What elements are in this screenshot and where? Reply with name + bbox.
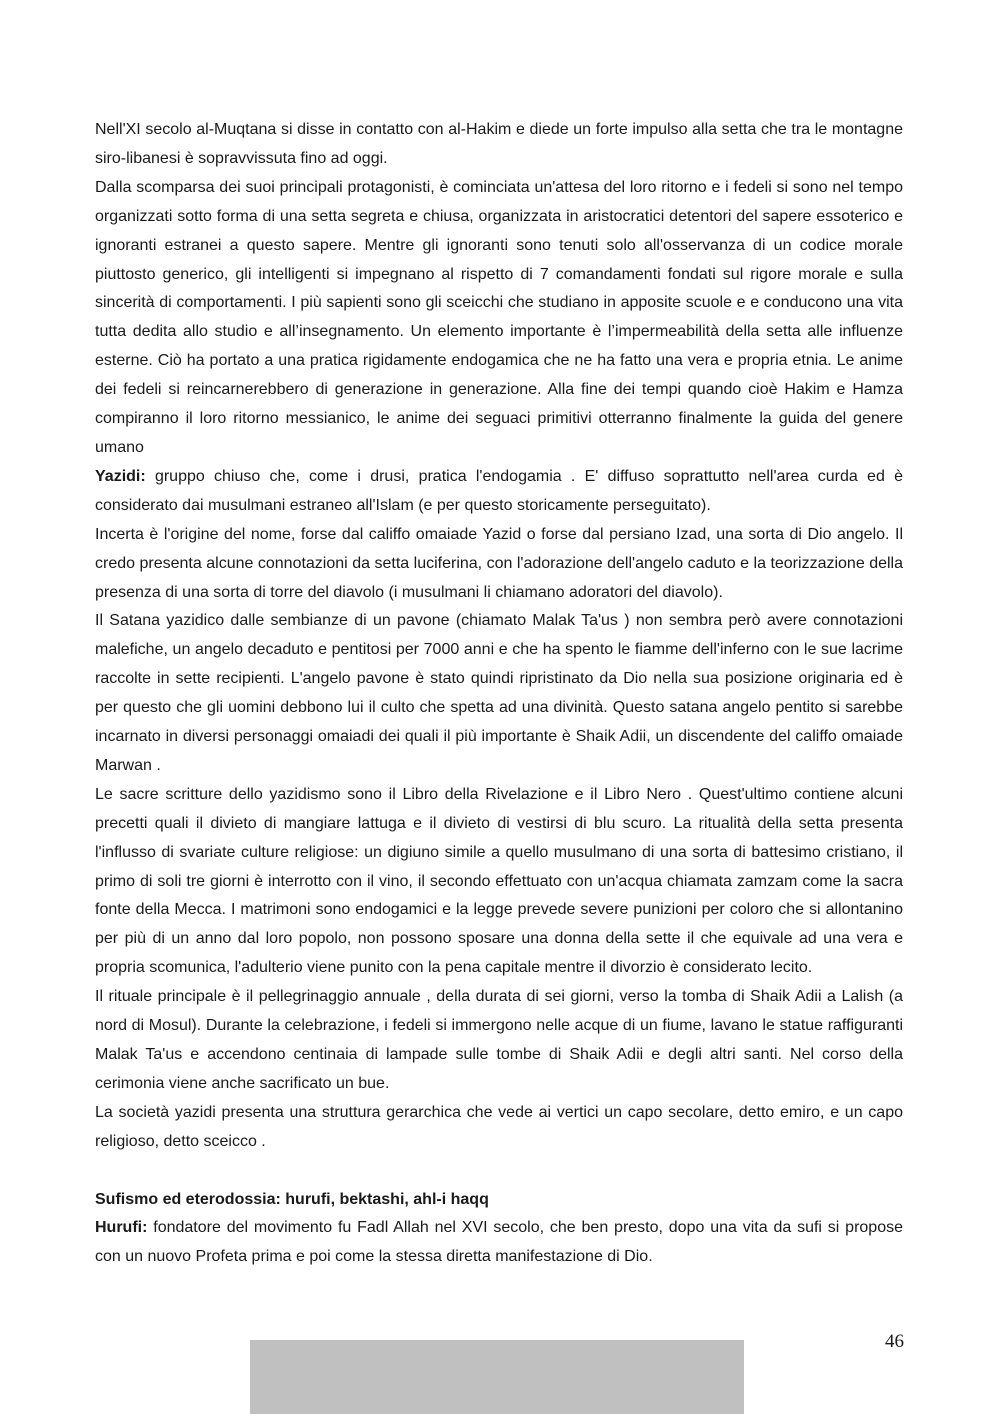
hurufi-label: Hurufi: bbox=[95, 1219, 148, 1237]
paragraph-spacer bbox=[95, 1157, 903, 1186]
paragraph-yazidi-pilgrimage: Il rituale principale è il pellegrinaggio annuale , della durata di sei giorni, verso la tomba di Shaik Adii a Lalish (a nord di Mosul). Durante la celebrazione, i fedeli si immergono nelle acque di un fiume, lavano le statue raffiguranti Malak Ta'us e accendono centinaia di lampade sulle tombe di Shaik Adii e degli altri santi. Nel corso della cerimonia viene anche sacrificato un bue. bbox=[95, 988, 903, 1092]
body-text bbox=[95, 116, 903, 1272]
yazidi-label: Yazidi: bbox=[95, 467, 146, 485]
paragraph-yazidi-satan: Il Satana yazidico dalle sembianze di un pavone (chiamato Malak Ta'us ) non sembra però avere connotazioni malefiche, un angelo decaduto e pentitosi per 7000 anni e che ha spento le fiamme dell'inferno con le sue lacrime raccolte in sette recipienti. L'angelo pavone è stato quindi ripristinato da Dio nella sua posizione originaria ed è per questo che gli uomini debbono lui il culto che spetta ad una divinità. Questo satana angelo pentito si sarebbe incarnato in diversi personaggi omaiadi dei quali il più importante è Shaik Adii, un discendente del califfo omaiade Marwan . bbox=[95, 612, 903, 774]
paragraph-hurufi bbox=[95, 1214, 903, 1272]
yazidi-intro-text: gruppo chiuso che, come i drusi, pratica l'endogamia . E' diffuso soprattutto nell'area curda ed è considerato dai musulmani estraneo all'Islam (e per questo storicamente perseguitato). bbox=[95, 467, 903, 514]
paragraph-druzes-organization: Dalla scomparsa dei suoi principali protagonisti, è cominciata un'attesa del loro ritorno e i fedeli si sono nel tempo organizzati sotto forma di una setta segreta e chiusa, organizzata in aristocratici detentori del sapere essoterico e ignoranti estranei a questo sapere. Mentre gli ignoranti sono tenuti solo all'osservanza di un codice morale piuttosto generico, gli intelligenti si impegnano al rispetto di 7 comandamenti fondati sul rigore morale e sulla sincerità di comportamenti. I più sapienti sono gli sceicchi che studiano in apposite scuole e e conducono una vita tutta dedita allo studio e all’insegnamento. Un elemento importante è l’impermeabilità della setta alle influenze esterne. Ciò ha portato a una pratica rigidamente endogamica che ne ha fatto una vera e propria etnia. Le anime dei fedeli si reincarnerebbero di generazione in generazione. Alla fine dei tempi quando cioè Hakim e Hamza compiranno il loro ritorno messianico, le anime dei seguaci primitivi otterranno finalmente la guida del genere umano bbox=[95, 178, 903, 456]
paragraph-yazidi-intro bbox=[95, 463, 903, 521]
paragraph-druzes-muqtana: Nell'XI secolo al-Muqtana si disse in contatto con al-Hakim e diede un forte impulso alla setta che tra le montagne siro-libanesi è sopravvissuta fino ad oggi. bbox=[95, 121, 903, 167]
paragraph-yazidi-scriptures: Le sacre scritture dello yazidismo sono il Libro della Rivelazione e il Libro Nero . Quest'ultimo contiene alcuni precetti quali il divieto di mangiare lattuga e il divieto di vestirsi di blu scuro. La ritualità della setta presenta l'influsso di svariate culture religiose: un digiuno simile a quello musulmano di una sorta di battesimo cristiano, il primo di soli tre giorni è interrotto con il vino, il secondo effettuato con un'acqua chiamata zamzam come la sacra fonte della Mecca. I matrimoni sono endogamici e la legge prevede severe punizioni per coloro che si allontanino per più di un anno dal loro popolo, non possono sposare una donna della sette il che equivale ad una vera e propria scomunica, l'adulterio viene punito con la pena capitale mentre il divorzio è considerato lecito. bbox=[95, 785, 903, 977]
page-number: 46 bbox=[885, 1331, 904, 1352]
footer-gray-bar bbox=[250, 1340, 744, 1414]
section-heading: Sufismo ed eterodossia: hurufi, bektashi, ahl-i haqq bbox=[95, 1190, 489, 1208]
hurufi-text: fondatore del movimento fu Fadl Allah nel XVI secolo, che ben presto, dopo una vita da sufi si propose con un nuovo Profeta prima e poi come la stessa diretta manifestazione di Dio. bbox=[95, 1219, 903, 1266]
paragraph-yazidi-name-origin: Incerta è l'origine del nome, forse dal califfo omaiade Yazid o forse dal persiano Izad, una sorta di Dio angelo. Il credo presenta alcune connotazioni da setta luciferina, con l'adorazione dell'angelo caduto e la teorizzazione della presenza di una sorta di torre del diavolo (i musulmani li chiamano adoratori del diavolo). bbox=[95, 525, 903, 601]
paragraph-yazidi-society: La società yazidi presenta una struttura gerarchica che vede ai vertici un capo secolare, detto emiro, e un capo religioso, detto sceicco . bbox=[95, 1103, 903, 1150]
